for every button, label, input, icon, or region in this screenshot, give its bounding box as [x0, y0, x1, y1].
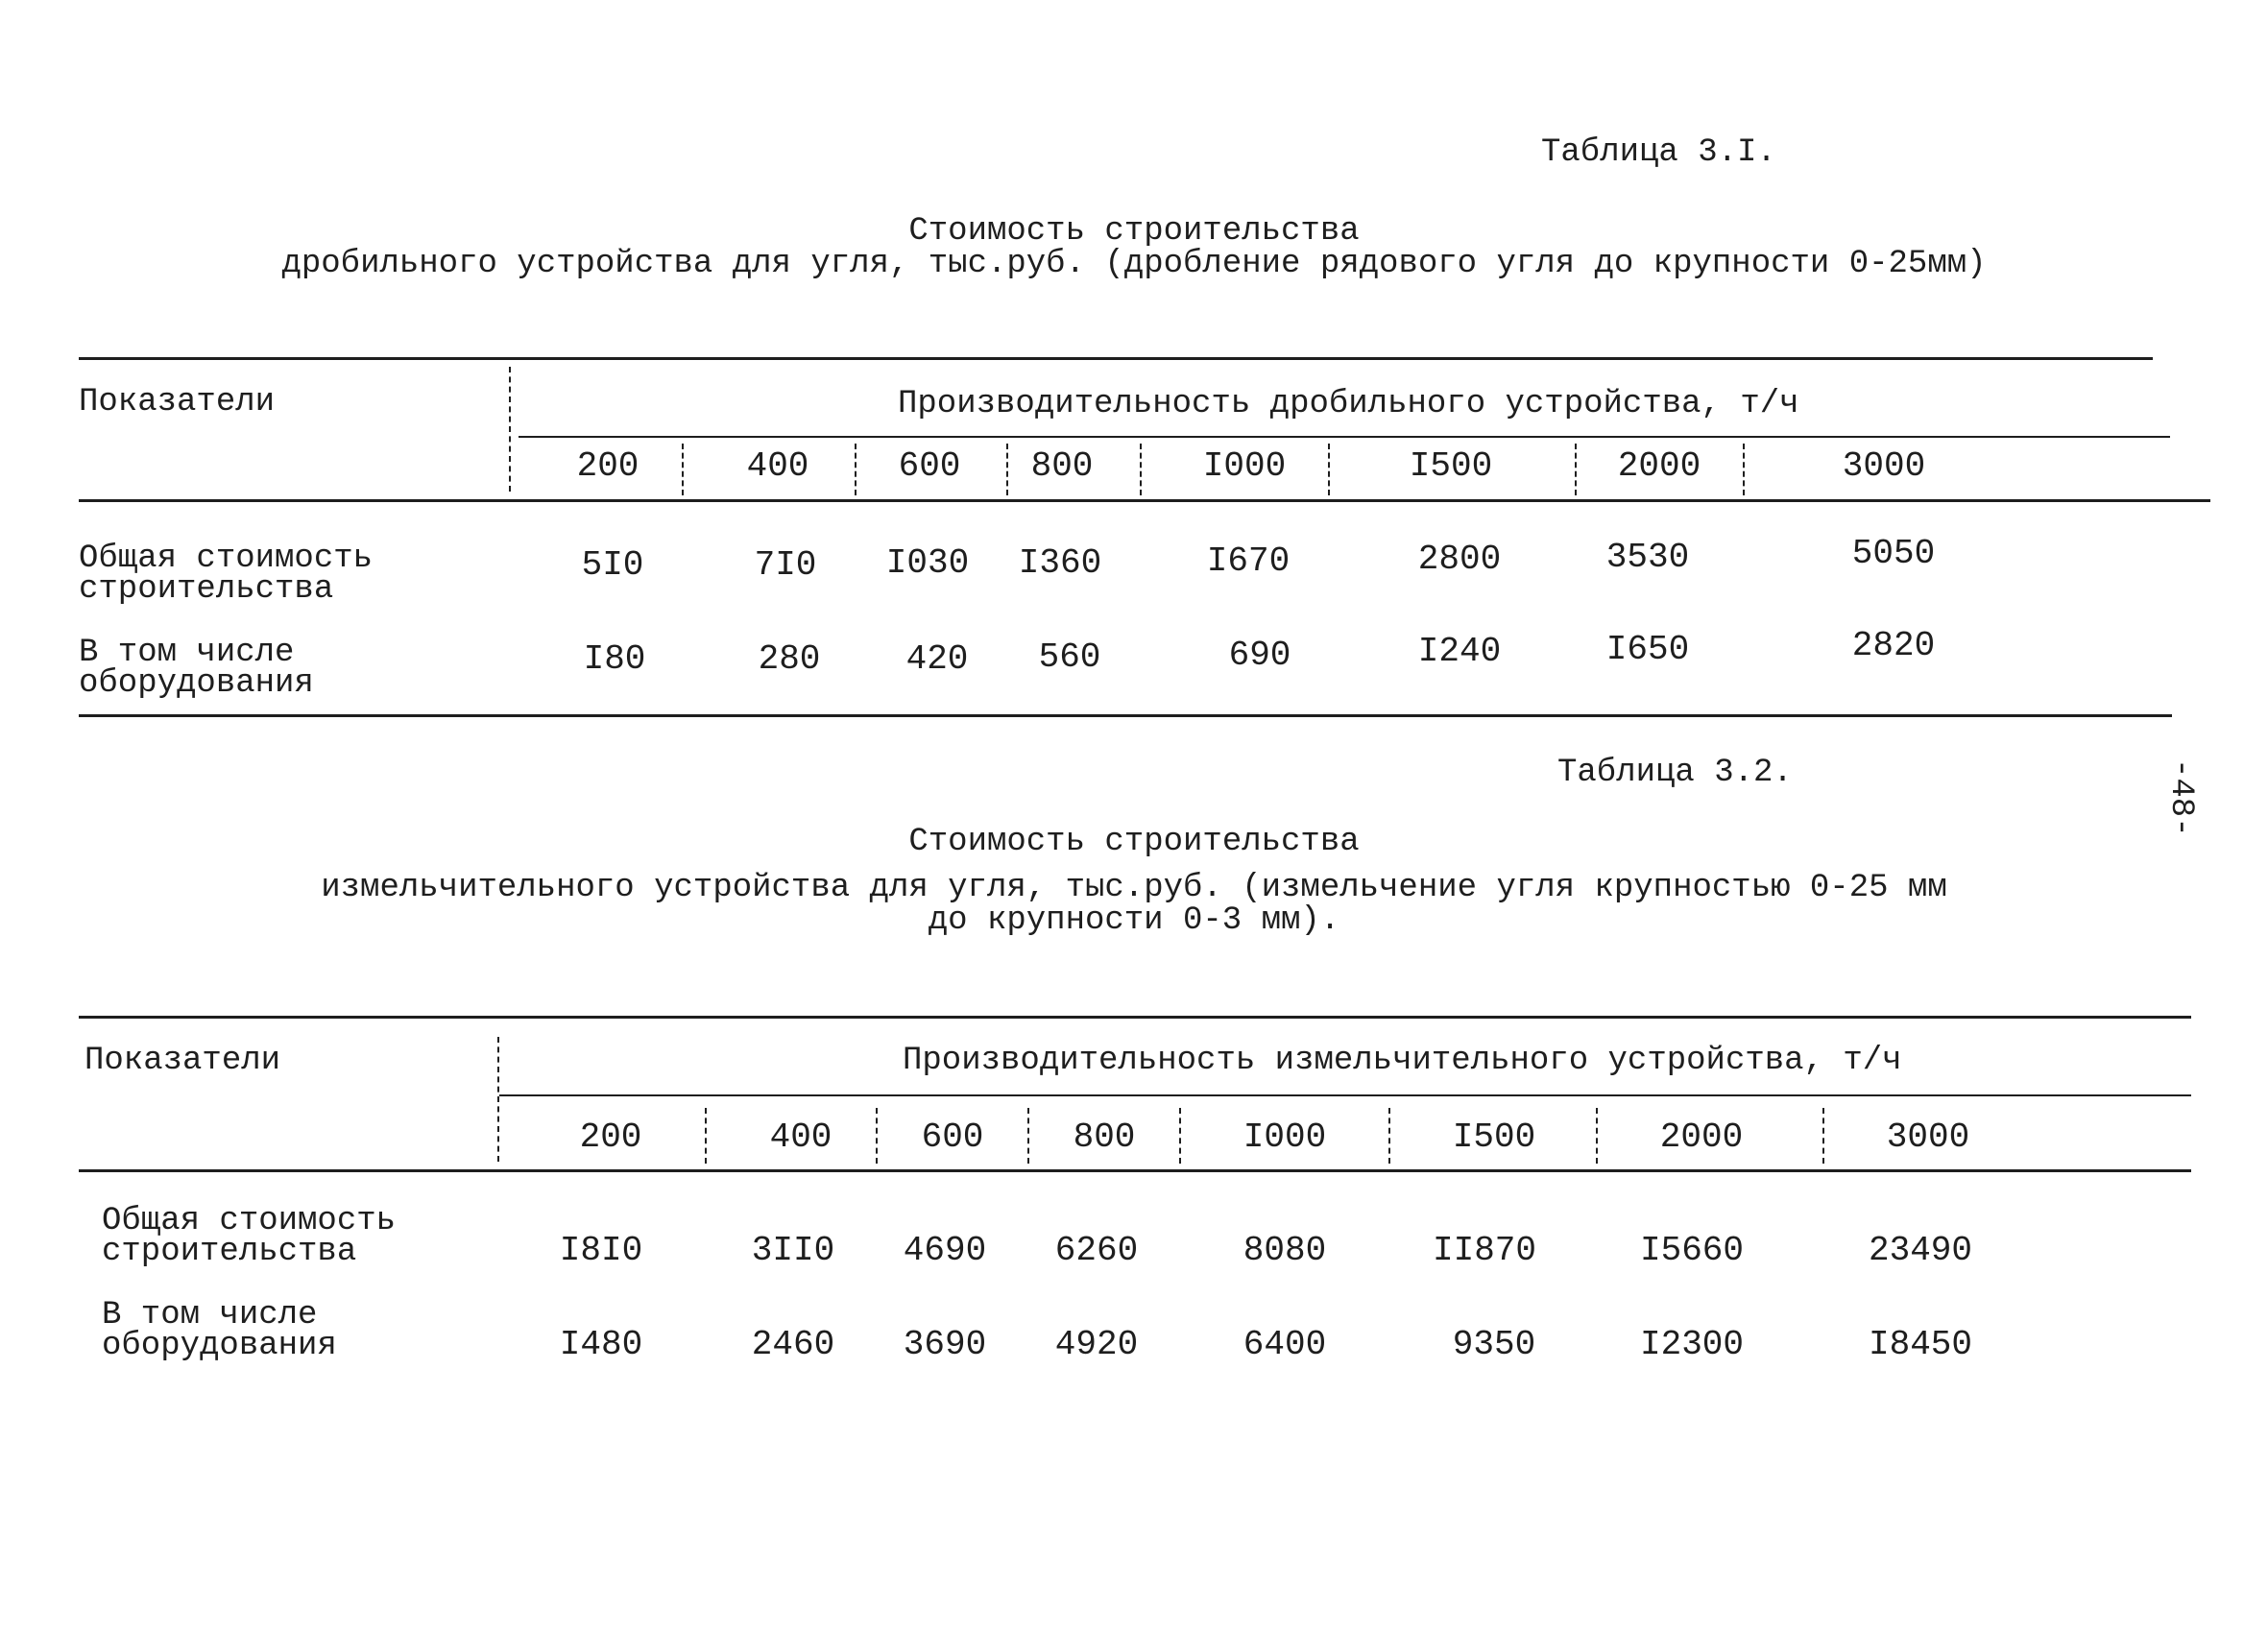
table-title-line-2: измельчительного устройства для угля, тыс.руб. (измельчение угля крупностью 0-25 мм	[321, 870, 1947, 906]
page-number: -48-	[2162, 758, 2199, 837]
table-title-line-2: дробильного устройства для угля, тыс.руб. (дробление рядового угля до крупности 0-25мм)	[281, 246, 1987, 282]
table-cell: 560	[1038, 637, 1101, 677]
row-label-line: Общая стоимость	[79, 541, 374, 577]
table-top-rule	[79, 357, 2153, 360]
row-label	[79, 635, 314, 702]
table-cell: 8080	[1243, 1231, 1327, 1270]
table-cell: I2300	[1639, 1325, 1745, 1364]
column-header: I500	[1452, 1117, 1536, 1157]
table-cell: 5I0	[581, 545, 644, 585]
column-header: I500	[1409, 446, 1493, 486]
table-cell: 4920	[1054, 1325, 1139, 1364]
table-caption: Таблица 3.2.	[1557, 755, 1793, 791]
column-header: 800	[1073, 1117, 1136, 1157]
table-bottom-rule	[79, 714, 2172, 717]
table-cell: 2460	[751, 1325, 835, 1364]
column-header: I000	[1243, 1117, 1327, 1157]
column-header: 3000	[1886, 1117, 1970, 1157]
table-cell: II870	[1432, 1231, 1537, 1270]
header-sub-rule	[519, 436, 2170, 438]
column-separator	[1596, 1108, 1598, 1164]
column-header: I000	[1202, 446, 1287, 486]
table-cell: 7I0	[754, 545, 817, 585]
row-label-line: строительства	[102, 1234, 357, 1270]
header-sub-rule	[499, 1094, 2191, 1096]
table-cell: 2820	[1851, 626, 1936, 665]
row-label	[102, 1297, 337, 1364]
column-header: 2000	[1617, 446, 1701, 486]
row-label-line: оборудования	[79, 665, 314, 702]
row-label-line: В том числе	[102, 1297, 318, 1334]
table-cell: I650	[1605, 630, 1690, 669]
row-label-line: оборудования	[102, 1328, 337, 1364]
row-header-label: Показатели	[79, 384, 276, 421]
column-header: 2000	[1659, 1117, 1744, 1157]
table-title-line-1: Стоимость строительства	[908, 824, 1360, 860]
table-cell: I8450	[1868, 1325, 1973, 1364]
table-cell: I670	[1206, 541, 1291, 581]
column-separator	[509, 367, 511, 492]
table-cell: 3690	[903, 1325, 987, 1364]
column-header: 600	[921, 1117, 984, 1157]
row-header-label: Показатели	[84, 1043, 281, 1079]
table-cell: 280	[758, 639, 821, 679]
group-header: Производительность дробильного устройства, т/ч	[898, 386, 1799, 422]
table-cell: 4690	[903, 1231, 987, 1270]
row-label	[79, 541, 374, 608]
table-cell: 9350	[1452, 1325, 1536, 1364]
row-label-line: Общая стоимость	[102, 1203, 397, 1239]
table-cell: 420	[905, 639, 969, 679]
column-separator	[1388, 1108, 1390, 1164]
table-cell: 6400	[1243, 1325, 1327, 1364]
row-label	[102, 1203, 397, 1270]
table-caption: Таблица 3.I.	[1541, 134, 1776, 171]
table-cell: 5050	[1851, 534, 1936, 573]
column-header: 800	[1030, 446, 1094, 486]
table-top-rule	[79, 1016, 2191, 1019]
header-bottom-rule	[79, 1169, 2191, 1172]
column-header: 200	[579, 1117, 642, 1157]
column-separator	[1822, 1108, 1824, 1164]
table-cell: I360	[1018, 543, 1102, 583]
table-cell: 3530	[1605, 538, 1690, 577]
table-cell: 23490	[1868, 1231, 1973, 1270]
header-bottom-rule	[79, 499, 2210, 502]
table-cell: 6260	[1054, 1231, 1139, 1270]
row-label-line: В том числе	[79, 635, 295, 671]
table-cell: I5660	[1639, 1231, 1745, 1270]
table-cell: I80	[583, 639, 646, 679]
table-cell: I240	[1417, 632, 1502, 671]
table-cell: 3II0	[751, 1231, 835, 1270]
table-cell: I030	[885, 543, 970, 583]
column-header: 400	[746, 446, 809, 486]
table-cell: I480	[559, 1325, 643, 1364]
column-header: 400	[769, 1117, 832, 1157]
table-cell: I8I0	[559, 1231, 643, 1270]
row-label-line: строительства	[79, 571, 334, 608]
table-cell: 2800	[1417, 540, 1502, 579]
column-header: 200	[576, 446, 639, 486]
table-cell: 690	[1228, 636, 1291, 675]
table-title-line-3: до крупности 0-3 мм).	[928, 902, 1340, 939]
table-title-line-1: Стоимость строительства	[908, 213, 1360, 250]
column-header: 600	[898, 446, 961, 486]
column-header: 3000	[1842, 446, 1926, 486]
column-separator	[497, 1037, 499, 1162]
group-header: Производительность измельчительного устройства, т/ч	[903, 1043, 1902, 1079]
